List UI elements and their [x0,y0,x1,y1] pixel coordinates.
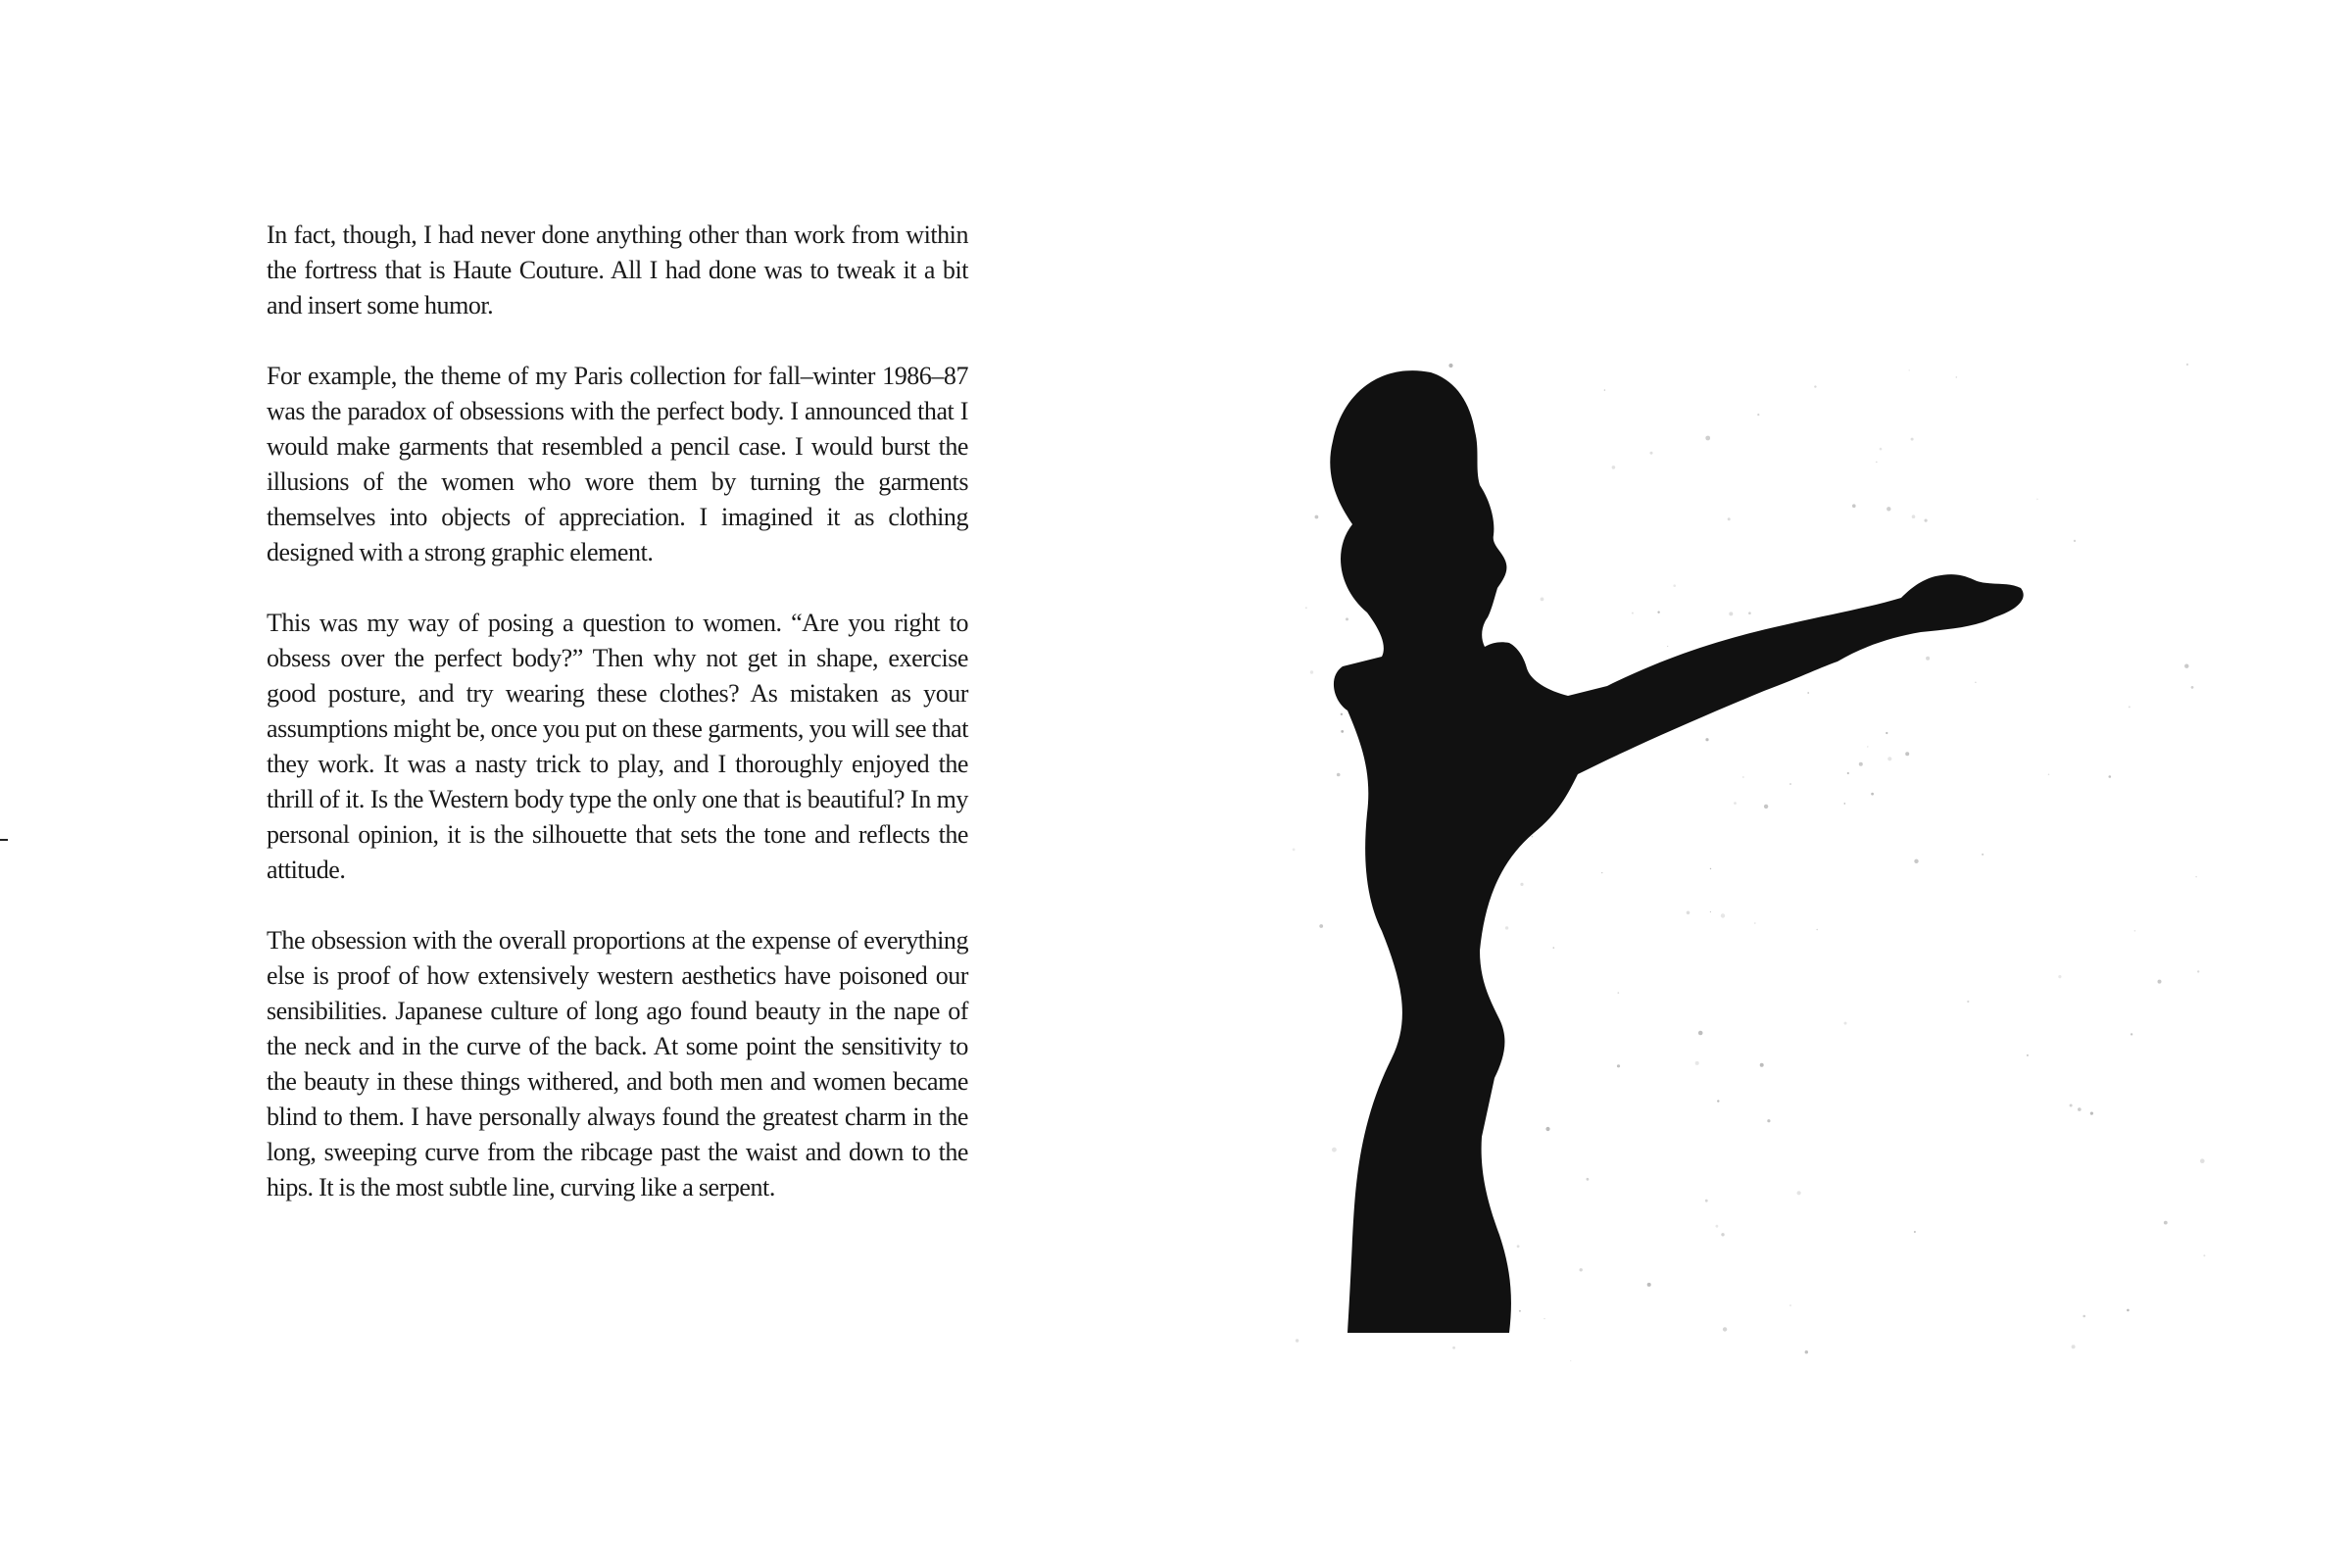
paragraph-1: In fact, though, I had never done anything other than work from within the fortress that is Haute Couture. All I had done was to tweak it a bit and insert some humor. [267,220,968,319]
speckle-dot [1310,670,1313,673]
speckle-dot [1541,598,1544,602]
speckle-dot [1341,730,1344,733]
speckle-dot [1346,617,1348,620]
silhouette-image [1274,353,2254,1392]
speckle-dot [2109,775,2112,778]
speckle-dot [1721,913,1725,917]
speckle-dot [1710,868,1711,869]
speckle-dot [2186,364,2188,366]
speckle-dot [1926,657,1930,661]
speckle-dot [1767,1119,1770,1122]
speckle-dot [1729,612,1733,615]
speckle-dot [1532,836,1534,838]
text-column [267,218,968,1241]
speckle-dot [1887,757,1891,760]
speckle-dot [1647,1283,1651,1287]
speckle-dot [1519,1310,1521,1312]
speckle-dot [1876,462,1878,464]
speckle-dot [1705,738,1708,741]
speckle-dot [2127,1309,2130,1312]
speckle-dot [1667,646,1668,647]
speckle-dot [1859,762,1863,766]
speckle-dot [1925,519,1928,522]
speckle-dot [1673,584,1676,587]
speckle-dot [1618,992,1620,994]
speckle-dot [1742,776,1743,777]
speckle-dot [1728,517,1731,520]
speckle-dot [1296,1339,1298,1342]
speckle-dot [1587,1178,1590,1181]
speckle-dot [2195,876,2196,877]
speckle-dot [2203,1254,2205,1256]
speckle-dot [1805,1350,1808,1353]
speckle-dot [2082,1315,2085,1318]
speckle-dot [1305,607,1307,609]
speckle-dot [1982,854,1984,856]
speckle-dot [1337,773,1341,777]
speckle-dot [2131,1033,2132,1035]
silhouette-figure [1274,353,2254,1392]
speckle-dot [1789,1304,1791,1306]
paragraph-3: This was my way of posing a question to women. “Are you right to obsess over the perfect body?” Then why not get in shape, exercise good posture, and try wearing these clothes? As mistaken as your assumptions might be, once you put on these garments, you will see that they work. It was a nasty trick to play, and I thoroughly enjoyed the thrill of it. Is the Western body type the only one that is beautiful? In my personal opinion, it is the silhouette that sets the tone and reflects the attitude. [267,609,968,884]
speckle-dot [2158,980,2162,984]
speckle-dot [1319,924,1323,928]
speckle-dot [1797,1191,1801,1195]
speckle-dot [1909,369,1910,370]
speckle-dot [2072,1345,2076,1348]
speckle-dot [1632,612,1634,614]
speckle-dot [1734,802,1737,805]
speckle-dot [1760,1063,1764,1067]
speckle-dot [1505,926,1508,929]
speckle-dot [1601,872,1602,873]
speckle-dot [1807,692,1809,694]
speckle-dot [1816,929,1818,931]
speckle-dot [1914,1231,1916,1233]
speckle-dot [1975,682,1976,683]
speckle-dot [1852,504,1856,508]
speckle-dot [1914,859,1918,863]
speckle-dot [2129,706,2131,708]
speckle-dot [1911,438,1914,441]
speckle-dot [1698,1031,1703,1036]
speckle-dot [1717,1100,1719,1102]
speckle-dot [1871,793,1874,796]
speckle-dot [1757,414,1759,416]
speckle-dot [1604,389,1605,390]
speckle-dot [1341,713,1343,715]
speckle-dot [1847,772,1849,774]
speckle-dot [1967,1001,1969,1003]
speckle-dot [1570,1360,1571,1361]
speckle-dot [1886,732,1887,734]
speckle-dot [2048,774,2050,776]
speckle-dot [1695,1061,1699,1065]
speckle-dot [1716,1225,1719,1228]
speckle-dot [1844,803,1846,805]
speckle-dot [1721,1233,1724,1236]
speckle-dot [1867,746,1869,748]
speckle-dot [2070,1104,2073,1107]
speckle-dot [2078,1107,2082,1111]
speckle-dot [2090,1112,2093,1115]
speckle-dot [1789,783,1791,785]
speckle-dot [1612,466,1616,469]
speckle-dot [1687,911,1690,915]
paragraph-2: For example, the theme of my Paris collection for fall–winter 1986–87 was the paradox of obsessions with the perfect body. I announced that I would make garments that resembled a pencil case. I would burst the illusions of the women who wore them by turning the garments themselves into objects of appreciation. I imagined it as clothing designed with a strong graphic element. [267,362,968,566]
speckle-dot [2164,1221,2168,1225]
speckle-dot [2036,499,2038,501]
speckle-dot [2074,540,2076,542]
speckle-dot [1657,612,1659,613]
margin-mark [0,839,8,841]
speckle-dot [1912,514,1916,518]
speckle-dot [1748,612,1751,614]
speckle-dot [1764,805,1768,808]
speckle-dot [1956,376,1958,378]
speckle-dot [1617,1064,1620,1067]
speckle-dot [1517,1245,1520,1248]
speckle-dot [1880,448,1883,451]
speckle-dot [1905,752,1909,756]
speckle-dot [1545,1127,1549,1131]
speckle-dot [2027,1054,2029,1056]
speckle-dot [1580,1268,1583,1271]
speckle-dot [1705,436,1710,441]
speckle-dot [1650,452,1653,455]
speckle-dot [1315,515,1319,519]
speckle-dot [1723,1327,1727,1331]
paragraph-4: The obsession with the overall proportions at the expense of everything else is proof of how extensively western aesthetics have poisoned our sensibilities. Japanese culture of long ago found beauty in the nape of the neck and in the curve of the back. At some point the sensitivity to the beauty in these things withered, and both men and women became blind to them. I have personally always found the greatest charm in the long, sweeping curve from the ribcage past the waist and down to the hips. It is the most subtle line, curving like a serpent. [267,926,968,1201]
speckle-dot [2058,975,2061,978]
speckle-dot [1553,947,1555,949]
speckle-dot [1452,1347,1455,1349]
speckle-dot [2134,930,2136,932]
speckle-dot [2184,664,2188,668]
speckle-dot [2197,970,2199,972]
speckle-dot [1754,922,1756,924]
speckle-dot [1448,364,1452,368]
speckle-dot [1520,883,1523,886]
speckle-dot [1710,911,1711,912]
woman-silhouette [1330,370,2023,1333]
speckle-dot [2200,1158,2205,1163]
speckle-dot [2191,686,2194,689]
speckle-dot [1293,849,1296,852]
speckle-dot [1705,1200,1708,1202]
speckle-dot [1886,507,1890,511]
speckle-dot [1814,385,1816,387]
speckle-dot [1332,1148,1337,1152]
speckle-dot [1844,1022,1847,1025]
